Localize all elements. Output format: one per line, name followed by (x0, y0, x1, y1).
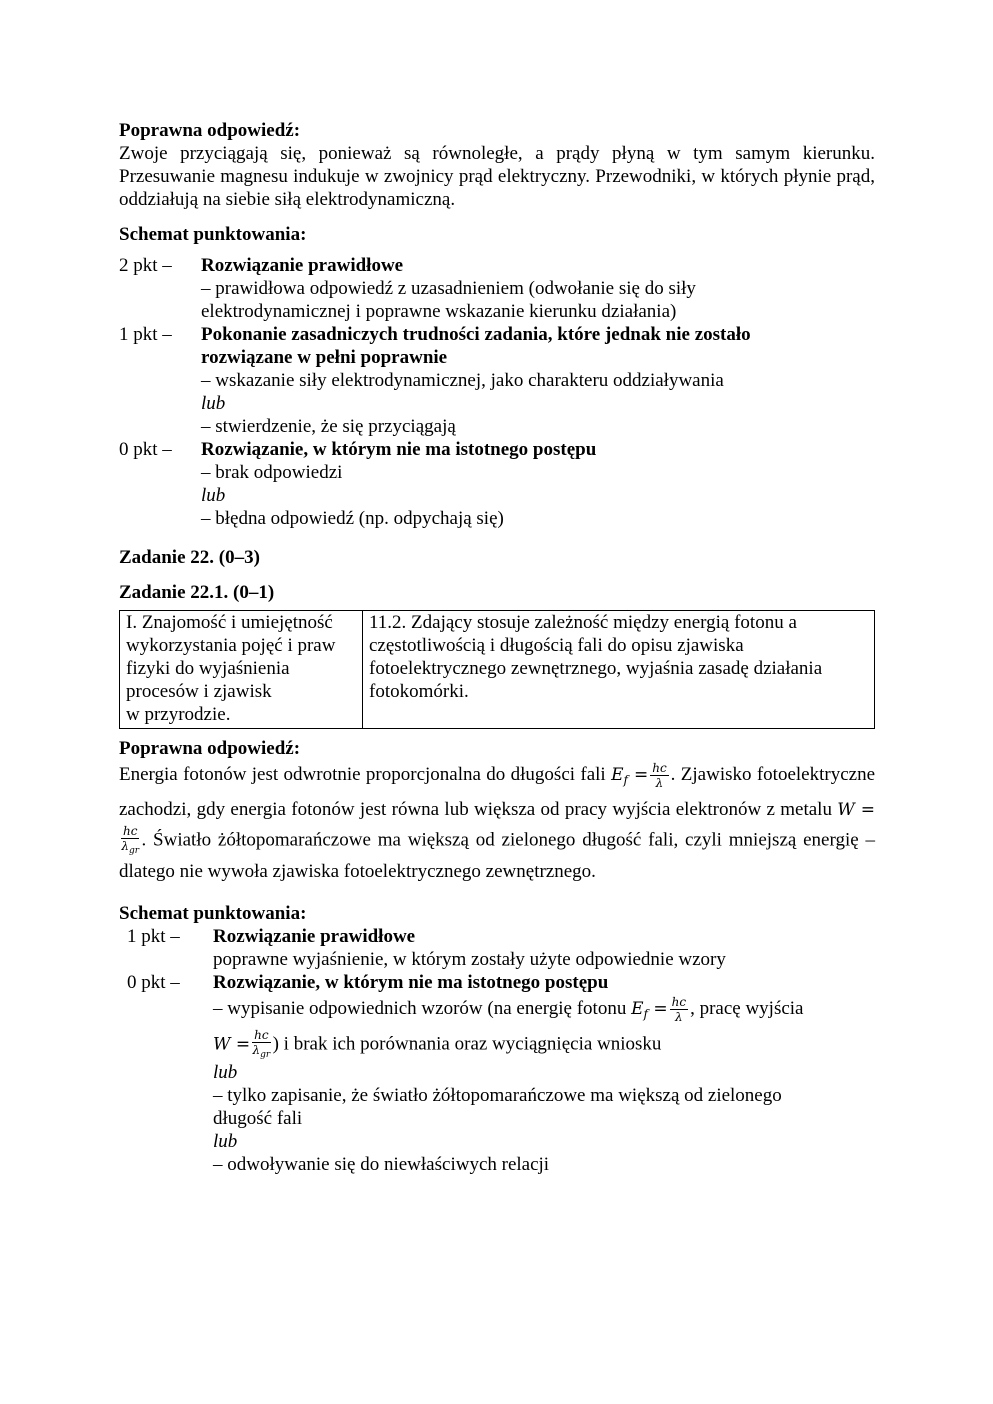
score-2pkt (119, 254, 875, 323)
task-title: Zadanie 22. (0–3) (119, 547, 260, 568)
score-label: 0 pkt – (119, 439, 172, 460)
formula-work: W = (837, 800, 876, 820)
score-line: – wypisanie odpowiednich wzorów (na energię fotonu $E_f$ = $\frac{\text{ℎ𝑐}}{\text{𝜆}}$ , pracę wyjścia (213, 995, 804, 1025)
cell-line: 11.2. Zdający stosuje zależność między energią fotonu a (369, 612, 797, 633)
general-requirement-cell (120, 611, 363, 729)
score-title: Rozwiązanie prawidłowe (201, 255, 404, 276)
fraction-hc-lambda: $\frac{\text{ℎ𝑐}}{\text{𝜆}}$ (652, 761, 667, 791)
scheme-heading-1: Schemat punktowania: (119, 224, 307, 245)
answer-text-2: Energia fotonów jest odwrotnie proporcjonalna do długości fali $E_f$ = $\frac{\text{ℎ𝑐}}{\text{𝜆}}$ . Zjawisko fotoelektryczne zachodzi, gdy energia fotonów jest równa lub większa od pracy wyjścia elektronów z metalu W = $\frac{\text{ℎ𝑐}}{𝜆_{gr}}$ . Światło żółtopomarańczowe ma większą od zielonego długość fali, czyli mniejszą energię – dlatego nie wywoła zjawiska fotoelektrycznego zewnętrznego. (119, 761, 876, 882)
cell-line: I. Znajomość i umiejętność (126, 612, 333, 633)
answer-text-1: Zwoje przyciągają się, ponieważ są równoległe, a prądy płyną w tym samym kierunku. Przesuwanie magnesu indukuje w zwojnicy prąd elektryczny. Przewodniki, w których płynie prąd, oddziałują na siebie siłą elektrodynamiczną. (119, 143, 875, 210)
document-page (119, 119, 875, 1176)
score-title: Rozwiązanie prawidłowe (213, 926, 416, 947)
cell-line: procesów i zjawisk (126, 681, 272, 702)
score-title: Rozwiązanie, w którym nie ma istotnego postępu (201, 439, 597, 460)
or-label: lub (213, 1062, 238, 1083)
cell-line: częstotliwością i długością fali do opisu zjawiska (369, 635, 744, 656)
score-line: – stwierdzenie, że się przyciągają (201, 416, 456, 437)
score-line: długość fali (213, 1108, 303, 1129)
score-title: Pokonanie zasadniczych trudności zadania, które jednak nie zostało (201, 324, 751, 345)
detailed-requirement-cell (363, 611, 875, 729)
score-line: – wskazanie siły elektrodynamicznej, jako charakteru oddziaływania (201, 370, 724, 391)
score-line: – błędna odpowiedź (np. odpychają się) (201, 508, 504, 529)
answer-part: Energia fotonów jest odwrotnie proporcjonalna do długości fali (119, 764, 606, 785)
answer-heading-1: Poprawna odpowiedź: (119, 120, 301, 141)
answer-part: Zjawisko fotoelektryczne zachodzi, gdy energia fotonów jest równa lub większa od pracy wyjścia elektronów z metalu (119, 764, 876, 820)
score-line: – tylko zapisanie, że światło żółtopomarańczowe ma większą od zielonego (213, 1085, 782, 1106)
score-line: – odwoływanie się do niewłaściwych relacji (213, 1154, 550, 1175)
answer-heading-2: Poprawna odpowiedź: (119, 738, 301, 759)
cell-line: fotoelektrycznego zewnętrznego, wyjaśnia zasadę działania (369, 658, 823, 679)
or-label: lub (201, 485, 226, 506)
fraction-hc-lambda-gr: $\frac{\text{ℎ𝑐}}{𝜆_{gr}}$ (252, 1028, 271, 1060)
score-line: – brak odpowiedzi (201, 462, 343, 483)
score-title: Rozwiązanie, w którym nie ma istotnego postępu (213, 972, 609, 993)
formula-energy: $E_f$ = (611, 765, 649, 787)
requirements-table (119, 610, 875, 729)
score-label: 1 pkt – (119, 324, 172, 345)
score-1pkt (119, 323, 875, 438)
score-title: rozwiązane w pełni poprawnie (201, 347, 448, 368)
cell-line: fizyki do wyjaśnienia (126, 658, 290, 679)
cell-line: wykorzystania pojęć i praw (126, 635, 336, 656)
score-label: 0 pkt – (127, 972, 180, 993)
cell-line: w przyrodzie. (126, 704, 231, 725)
score-1pkt-2 (119, 925, 875, 971)
fraction-hc-lambda: $\frac{\text{ℎ𝑐}}{\text{𝜆}}$ (671, 995, 687, 1025)
score-label: 2 pkt – (119, 255, 172, 276)
or-label: lub (201, 393, 226, 414)
score-line: W = $\frac{\text{ℎ𝑐}}{𝜆_{gr}}$ ) i brak ich porównania oraz wyciągnięcia wniosku (213, 1028, 662, 1060)
answer-part: Światło żółtopomarańczowe ma większą od zielonego długość fali, czyli mniejszą energię – dlatego nie wywoła zjawiska fotoelektrycznego zewnętrznego. (119, 829, 876, 882)
score-line: poprawne wyjaśnienie, w którym zostały użyte odpowiednie wzory (213, 949, 726, 970)
cell-line: fotokomórki. (369, 681, 469, 702)
score-label: 1 pkt – (127, 926, 180, 947)
score-line: elektrodynamicznej i poprawne wskazanie kierunku działania) (201, 301, 677, 322)
scheme-heading-2: Schemat punktowania: (119, 903, 307, 924)
score-0pkt (119, 438, 875, 530)
score-0pkt-2 (119, 971, 875, 1176)
subtask-title: Zadanie 22.1. (0–1) (119, 582, 275, 603)
or-label: lub (213, 1131, 238, 1152)
score-line: – prawidłowa odpowiedź z uzasadnieniem (odwołanie się do siły (201, 278, 696, 299)
fraction-hc-lambda-gr: $\frac{\text{ℎ𝑐}}{𝜆_{gr}}$ (121, 824, 140, 856)
